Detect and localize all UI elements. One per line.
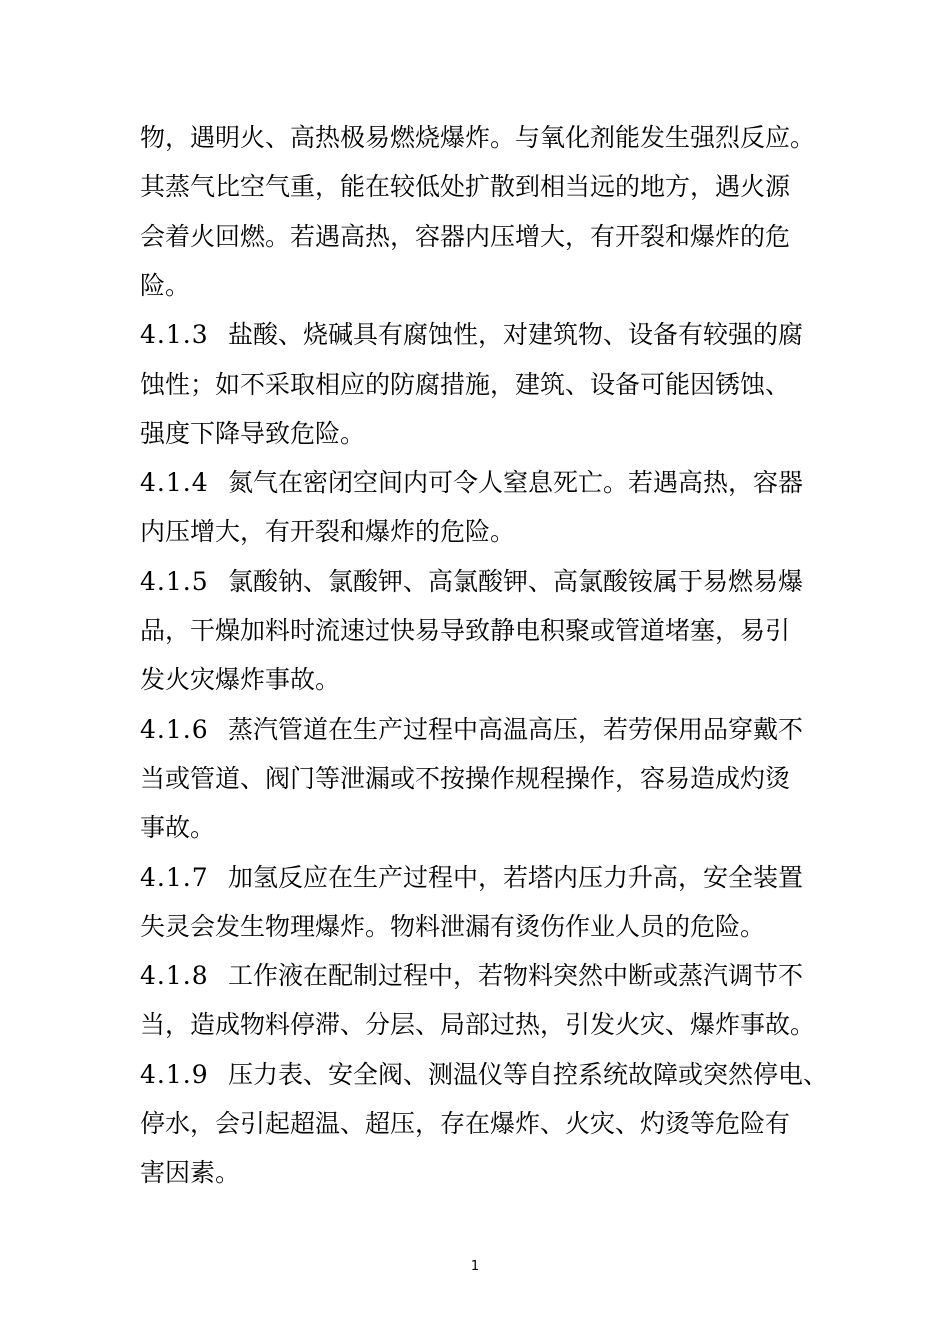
text-line: 物，遇明火、高热极易燃烧爆炸。与氧化剂能发生强烈反应。 [140,123,816,152]
text-line: 停水，会引起超温、超压，存在爆炸、火灾、灼烫等危险有 [140,1109,791,1138]
text-line: 其蒸气比空气重，能在较低处扩散到相当远的地方，遇火源 [140,172,791,201]
text-line: 发火灾爆炸事故。 [140,665,341,694]
section-number: 4.1.4 [140,468,209,497]
section-text: 盐酸、烧碱具有腐蚀性，对建筑物、设备有较强的腐 [228,320,804,349]
text-line: 当，造成物料停滞、分层、局部过热，引发火灾、爆炸事故。 [140,1010,816,1039]
section-number: 4.1.9 [140,1060,209,1089]
text-line: 品，干燥加料时流速过快易导致静电积聚或管道堵塞，易引 [140,616,791,645]
section-number: 4.1.5 [140,567,209,596]
section-text: 氯酸钠、氯酸钾、高氯酸钾、高氯酸铵属于易燃易爆 [228,567,804,596]
text-line: 害因素。 [140,1158,241,1187]
section-text: 加氢反应在生产过程中，若塔内压力升高，安全装置 [228,863,804,892]
text-line: 事故。 [140,813,216,842]
text-line: 强度下降导致危险。 [140,419,366,448]
section-text: 工作液在配制过程中，若物料突然中断或蒸汽调节不 [228,961,804,990]
section-number: 4.1.3 [140,320,209,349]
text-line: 蚀性；如不采取相应的防腐措施，建筑、设备可能因锈蚀、 [140,370,791,399]
text-line [140,715,830,745]
text-line [140,1060,830,1090]
text-line [140,863,830,893]
text-line: 会着火回燃。若遇高热，容器内压增大，有开裂和爆炸的危 [140,222,791,251]
text-line [140,468,830,498]
text-line: 当或管道、阀门等泄漏或不按操作规程操作，容易造成灼烫 [140,764,791,793]
text-line: 内压增大，有开裂和爆炸的危险。 [140,517,516,546]
section-number: 4.1.6 [140,715,209,744]
text-line [140,320,830,350]
section-text: 蒸汽管道在生产过程中高温高压，若劳保用品穿戴不 [228,715,804,744]
page-number: 1 [470,1259,480,1274]
text-line [140,567,830,597]
section-text: 氮气在密闭空间内可令人窒息死亡。若遇高热，容器 [228,468,804,497]
section-number: 4.1.8 [140,961,209,990]
text-line [140,961,830,991]
section-text: 压力表、安全阀、测温仪等自控系统故障或突然停电、 [228,1060,829,1089]
section-number: 4.1.7 [140,863,209,892]
text-line: 失灵会发生物理爆炸。物料泄漏有烫伤作业人员的危险。 [140,912,766,941]
text-line: 险。 [140,271,191,300]
